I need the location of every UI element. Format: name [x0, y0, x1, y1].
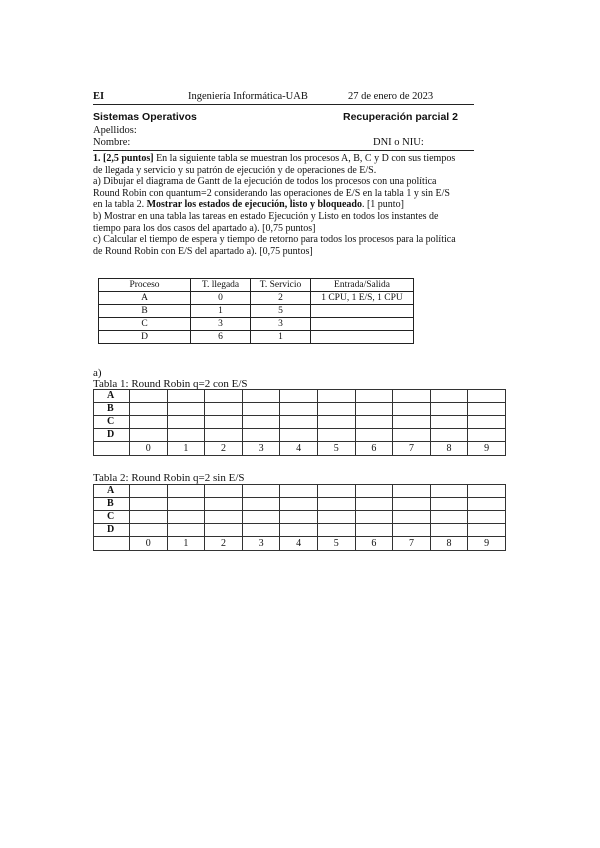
gantt-cell[interactable] [130, 416, 168, 429]
arrival-cell: 0 [191, 292, 251, 305]
gantt-cell[interactable] [393, 524, 431, 537]
gantt-cell[interactable] [280, 511, 318, 524]
gantt-cell[interactable] [280, 403, 318, 416]
gantt-cell[interactable] [242, 429, 280, 442]
question-line-1: En la siguiente tabla se muestran los procesos A, B, C y D con sus tiempos [153, 153, 456, 164]
question-line-2: de llegada y servicio y su patrón de ejecución y de operaciones de E/S. [93, 164, 377, 176]
gantt-process-label: A [94, 485, 130, 498]
gantt-cell[interactable] [167, 485, 205, 498]
gantt-time-tick: 7 [393, 537, 431, 551]
gantt-cell[interactable] [242, 390, 280, 403]
gantt-cell[interactable] [167, 524, 205, 537]
gantt-row [94, 511, 506, 524]
table1-title: Tabla 1: Round Robin q=2 con E/S [93, 378, 248, 390]
gantt-cell[interactable] [468, 403, 506, 416]
io-cell [311, 318, 414, 331]
nombre-field: Nombre: [93, 137, 131, 148]
gantt-time-tick: 4 [280, 442, 318, 456]
gantt-cell[interactable] [280, 498, 318, 511]
gantt-cell[interactable] [393, 485, 431, 498]
header-line [93, 90, 474, 105]
service-cell: 1 [251, 331, 311, 344]
gantt-time-tick: 0 [130, 537, 168, 551]
gantt-cell[interactable] [430, 511, 468, 524]
gantt-cell[interactable] [280, 390, 318, 403]
gantt-axis-corner [94, 537, 130, 551]
gantt-time-tick: 8 [430, 537, 468, 551]
exam-title: Recuperación parcial 2 [343, 111, 458, 123]
gantt-cell[interactable] [430, 416, 468, 429]
gantt-cell[interactable] [393, 498, 431, 511]
degree-label: Ingeniería Informática-UAB [188, 91, 308, 102]
gantt-time-tick: 2 [205, 537, 243, 551]
gantt-cell[interactable] [167, 511, 205, 524]
arrival-cell: 3 [191, 318, 251, 331]
gantt-cell[interactable] [430, 390, 468, 403]
io-col-header: Entrada/Salida [311, 279, 414, 292]
gantt-cell[interactable] [130, 498, 168, 511]
service-col-header: T. Servicio [251, 279, 311, 292]
gantt-process-label: D [94, 429, 130, 442]
process-cell: D [99, 331, 191, 344]
service-cell: 2 [251, 292, 311, 305]
gantt-cell[interactable] [242, 498, 280, 511]
gantt-cell[interactable] [130, 390, 168, 403]
gantt-cell[interactable] [242, 416, 280, 429]
gantt-row [94, 485, 506, 498]
gantt-cell[interactable] [393, 429, 431, 442]
gantt-time-tick: 9 [468, 442, 506, 456]
gantt-process-label: B [94, 498, 130, 511]
table-row [99, 292, 414, 305]
gantt-cell[interactable] [355, 416, 393, 429]
table2-title: Tabla 2: Round Robin q=2 sin E/S [93, 472, 245, 484]
process-cell: B [99, 305, 191, 318]
gantt-axis-corner [94, 442, 130, 456]
arrival-col-header: T. llegada [191, 279, 251, 292]
process-cell: A [99, 292, 191, 305]
gantt-time-tick: 0 [130, 442, 168, 456]
gantt-cell[interactable] [317, 524, 355, 537]
gantt-cell[interactable] [468, 498, 506, 511]
question-line-9: de Round Robin con E/S del apartado a). [0,75 puntos] [93, 245, 313, 257]
gantt-cell[interactable] [280, 485, 318, 498]
gantt-cell[interactable] [242, 403, 280, 416]
nombre-row [93, 137, 474, 151]
gantt-cell[interactable] [430, 403, 468, 416]
gantt-cell[interactable] [130, 403, 168, 416]
gantt-cell[interactable] [280, 524, 318, 537]
gantt-cell[interactable] [242, 511, 280, 524]
gantt-cell[interactable] [355, 403, 393, 416]
process-col-header: Proceso [99, 279, 191, 292]
service-cell: 5 [251, 305, 311, 318]
gantt-time-tick: 4 [280, 537, 318, 551]
io-cell: 1 CPU, 1 E/S, 1 CPU [311, 292, 414, 305]
question-line-4: Round Robin con quantum=2 considerando las operaciones de E/S en la tabla 1 y sin E/S [93, 187, 450, 199]
gantt-process-label: C [94, 511, 130, 524]
gantt-row [94, 429, 506, 442]
gantt-row [94, 416, 506, 429]
question-line-6: b) Mostrar en una tabla las tareas en estado Ejecución y Listo en todos los instantes de [93, 210, 439, 222]
gantt-cell[interactable] [355, 498, 393, 511]
gantt-cell[interactable] [205, 511, 243, 524]
dni-field: DNI o NIU: [373, 137, 424, 148]
gantt-cell[interactable] [317, 429, 355, 442]
gantt-cell[interactable] [468, 511, 506, 524]
gantt-row [94, 390, 506, 403]
gantt-cell[interactable] [355, 524, 393, 537]
gantt-cell[interactable] [430, 498, 468, 511]
section-a-label: a) [93, 367, 102, 379]
question-text [93, 153, 474, 257]
gantt-cell[interactable] [205, 390, 243, 403]
arrival-cell: 1 [191, 305, 251, 318]
gantt-row [94, 403, 506, 416]
exam-date: 27 de enero de 2023 [348, 91, 434, 102]
gantt-cell[interactable] [355, 429, 393, 442]
gantt-time-tick: 3 [242, 442, 280, 456]
gantt-cell[interactable] [242, 524, 280, 537]
gantt-cell[interactable] [280, 416, 318, 429]
gantt-cell[interactable] [430, 429, 468, 442]
gantt-cell[interactable] [242, 485, 280, 498]
gantt-cell[interactable] [393, 390, 431, 403]
gantt-time-axis [94, 537, 506, 551]
gantt-cell[interactable] [167, 498, 205, 511]
service-cell: 3 [251, 318, 311, 331]
gantt-time-tick: 7 [393, 442, 431, 456]
gantt-cell[interactable] [393, 403, 431, 416]
gantt-cell[interactable] [130, 511, 168, 524]
gantt-cell[interactable] [355, 390, 393, 403]
gantt-time-tick: 3 [242, 537, 280, 551]
gantt-cell[interactable] [355, 485, 393, 498]
course-title: Sistemas Operativos [93, 111, 197, 123]
question-line-5a: en la tabla 2. [93, 199, 147, 211]
gantt-row [94, 524, 506, 537]
gantt-cell[interactable] [167, 390, 205, 403]
gantt-cell[interactable] [317, 403, 355, 416]
gantt-time-tick: 2 [205, 442, 243, 456]
gantt-cell[interactable] [130, 429, 168, 442]
gantt-process-label: D [94, 524, 130, 537]
gantt-cell[interactable] [205, 403, 243, 416]
gantt-cell[interactable] [167, 416, 205, 429]
gantt-time-tick: 1 [167, 442, 205, 456]
gantt-cell[interactable] [393, 416, 431, 429]
course-row [93, 111, 474, 125]
gantt-table-2 [93, 484, 506, 551]
gantt-process-label: C [94, 416, 130, 429]
gantt-process-label: A [94, 390, 130, 403]
gantt-time-tick: 6 [355, 537, 393, 551]
gantt-cell[interactable] [468, 524, 506, 537]
gantt-cell[interactable] [430, 485, 468, 498]
exam-header [93, 90, 474, 257]
gantt-cell[interactable] [205, 485, 243, 498]
gantt-cell[interactable] [355, 511, 393, 524]
process-cell: C [99, 318, 191, 331]
gantt-cell[interactable] [468, 429, 506, 442]
gantt-time-axis [94, 442, 506, 456]
io-cell [311, 331, 414, 344]
question-line-7: tiempo para los dos casos del apartado a). [0,75 puntos] [93, 222, 316, 234]
gantt-cell[interactable] [393, 511, 431, 524]
gantt-time-tick: 1 [167, 537, 205, 551]
gantt-cell[interactable] [468, 390, 506, 403]
apellidos-field: Apellidos: [93, 125, 137, 136]
question-line-8: c) Calcular el tiempo de espera y tiempo de retorno para todos los procesos para la política [93, 234, 456, 246]
question-line-5-bold: Mostrar los estados de ejecución, listo y bloqueado [146, 199, 362, 211]
question-line-5c: . [1 punto] [361, 199, 404, 211]
gantt-cell[interactable] [205, 429, 243, 442]
gantt-cell[interactable] [317, 485, 355, 498]
table-row [99, 331, 414, 344]
gantt-cell[interactable] [468, 416, 506, 429]
gantt-time-tick: 6 [355, 442, 393, 456]
gantt-cell[interactable] [317, 511, 355, 524]
process-table [98, 278, 414, 344]
gantt-process-label: B [94, 403, 130, 416]
question-number: 1. [2,5 puntos] [93, 153, 154, 164]
gantt-cell[interactable] [468, 485, 506, 498]
process-table-header [99, 279, 414, 292]
gantt-time-tick: 5 [317, 442, 355, 456]
gantt-cell[interactable] [167, 429, 205, 442]
gantt-time-tick: 9 [468, 537, 506, 551]
io-cell [311, 305, 414, 318]
gantt-cell[interactable] [205, 416, 243, 429]
arrival-cell: 6 [191, 331, 251, 344]
gantt-cell[interactable] [317, 416, 355, 429]
school-label: EI [93, 91, 105, 102]
gantt-cell[interactable] [130, 485, 168, 498]
gantt-cell[interactable] [317, 498, 355, 511]
gantt-cell[interactable] [280, 429, 318, 442]
gantt-cell[interactable] [205, 498, 243, 511]
table-row [99, 305, 414, 318]
gantt-cell[interactable] [167, 403, 205, 416]
gantt-cell[interactable] [430, 524, 468, 537]
gantt-row [94, 498, 506, 511]
table-row [99, 318, 414, 331]
gantt-table-1 [93, 389, 506, 456]
gantt-time-tick: 8 [430, 442, 468, 456]
gantt-cell[interactable] [130, 524, 168, 537]
gantt-time-tick: 5 [317, 537, 355, 551]
gantt-cell[interactable] [205, 524, 243, 537]
question-line-3: a) Dibujar el diagrama de Gantt de la ejecución de todos los procesos con una política [93, 176, 437, 188]
gantt-cell[interactable] [317, 390, 355, 403]
